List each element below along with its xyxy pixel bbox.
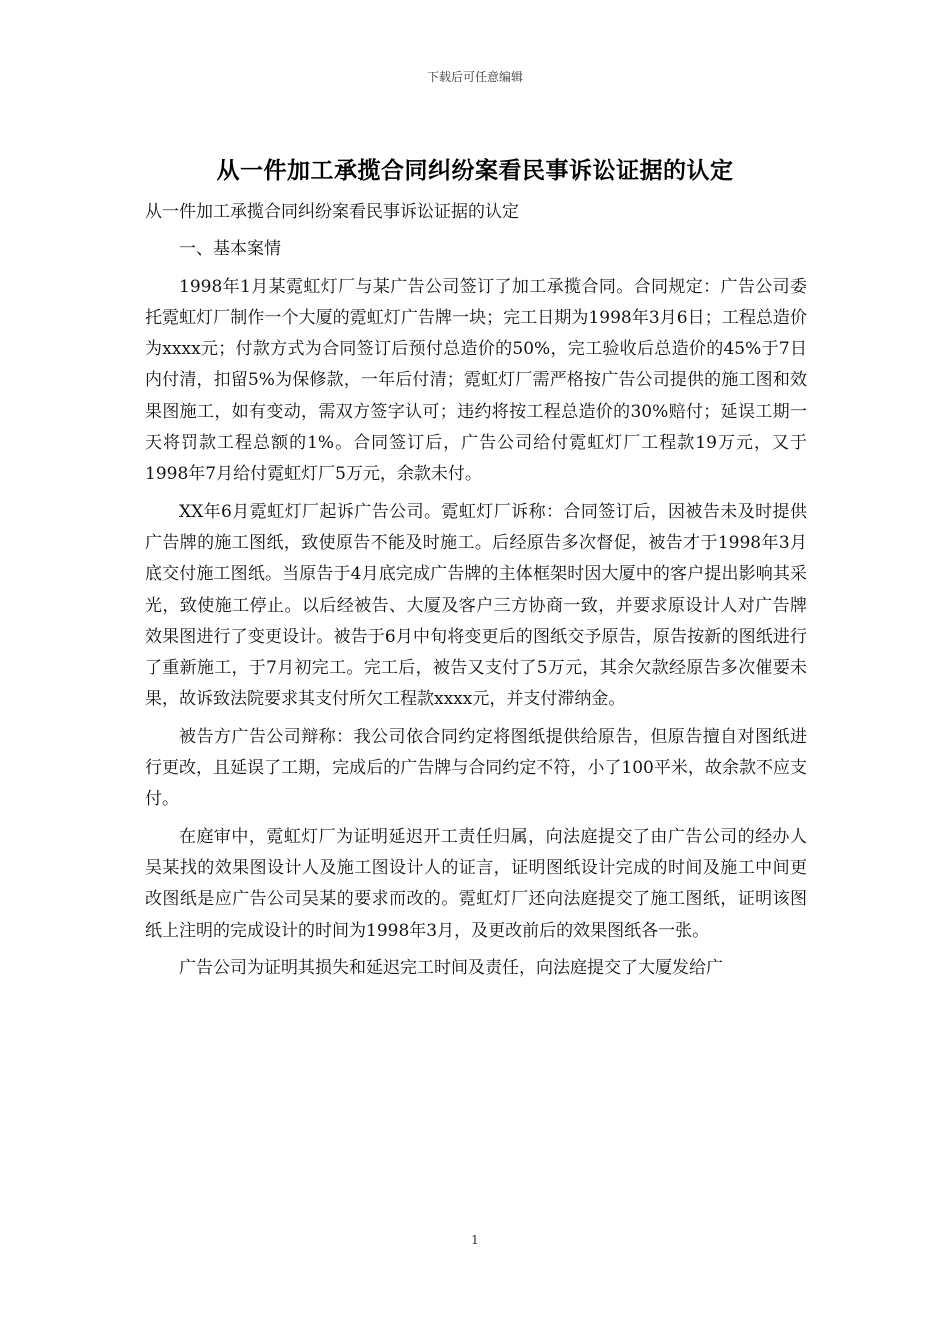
- document-title: 从一件加工承揽合同纠纷案看民事诉讼证据的认定: [216, 157, 734, 184]
- paragraph: 被告方广告公司辩称：我公司依合同约定将图纸提供给原告，但原告擅自对图纸进行更改，且延误了工期，完成后的广告牌与合同约定不符，小了100平米，故余款不应支付。: [145, 726, 807, 810]
- paragraph: 广告公司为证明其损失和延迟完工时间及责任，向法庭提交了大厦发给广: [179, 957, 723, 978]
- header-note: 下载后可任意编辑: [426, 70, 523, 84]
- page-number: 1: [471, 1233, 479, 1247]
- paragraph: 在庭审中，霓虹灯厂为证明延迟开工责任归属，向法庭提交了由广告公司的经办人吴某找的效果图设计人及施工图设计人的证言，证明图纸设计完成的时间及施工中间更改图纸是应广告公司吴某的要求而改的。霓虹灯厂还向法庭提交了施工图纸，证明该图纸上注明的完成设计的时间为1998年3月，及更改前后的效果图纸各一张。: [145, 826, 807, 941]
- document-subtitle: 从一件加工承揽合同纠纷案看民事诉讼证据的认定: [145, 202, 519, 222]
- paragraph: 1998年1月某霓虹灯厂与某广告公司签订了加工承揽合同。合同规定：广告公司委托霓虹灯厂制作一个大厦的霓虹灯广告牌一块；完工日期为1998年3月6日；工程总造价为xxxx元；付款方式为合同签订后预付总造价的50%，完工验收后总造价的45%于7日内付清，扣留5%为保修款，一年后付清；霓虹灯厂需严格按广告公司提供的施工图和效果图施工，如有变动，需双方签字认可；违约将按工程总造价的30%赔付；延误工期一天将罚款工程总额的1%。合同签订后，广告公司给付霓虹灯厂工程款19万元，又于1998年7月给付霓虹灯厂5万元，余款未付。: [145, 276, 808, 485]
- section-heading: 一、基本案情: [179, 239, 281, 260]
- document-body: [145, 197, 807, 990]
- paragraph: XX年6月霓虹灯厂起诉广告公司。霓虹灯厂诉称：合同签订后，因被告未及时提供广告牌的施工图纸，致使原告不能及时施工。后经原告多次督促，被告才于1998年3月底交付施工图纸。当原告于4月底完成广告牌的主体框架时因大厦中的客户提出影响其采光，致使施工停止。以后经被告、大厦及客户三方协商一致，并要求原设计人对广告牌效果图进行了变更设计。被告于6月中旬将变更后的图纸交予原告，原告按新的图纸进行了重新施工，于7月初完工。完工后，被告又支付了5万元，其余欠款经原告多次催要未果，故诉致法院要求其支付所欠工程款xxxx元，并支付滞纳金。: [145, 501, 807, 710]
